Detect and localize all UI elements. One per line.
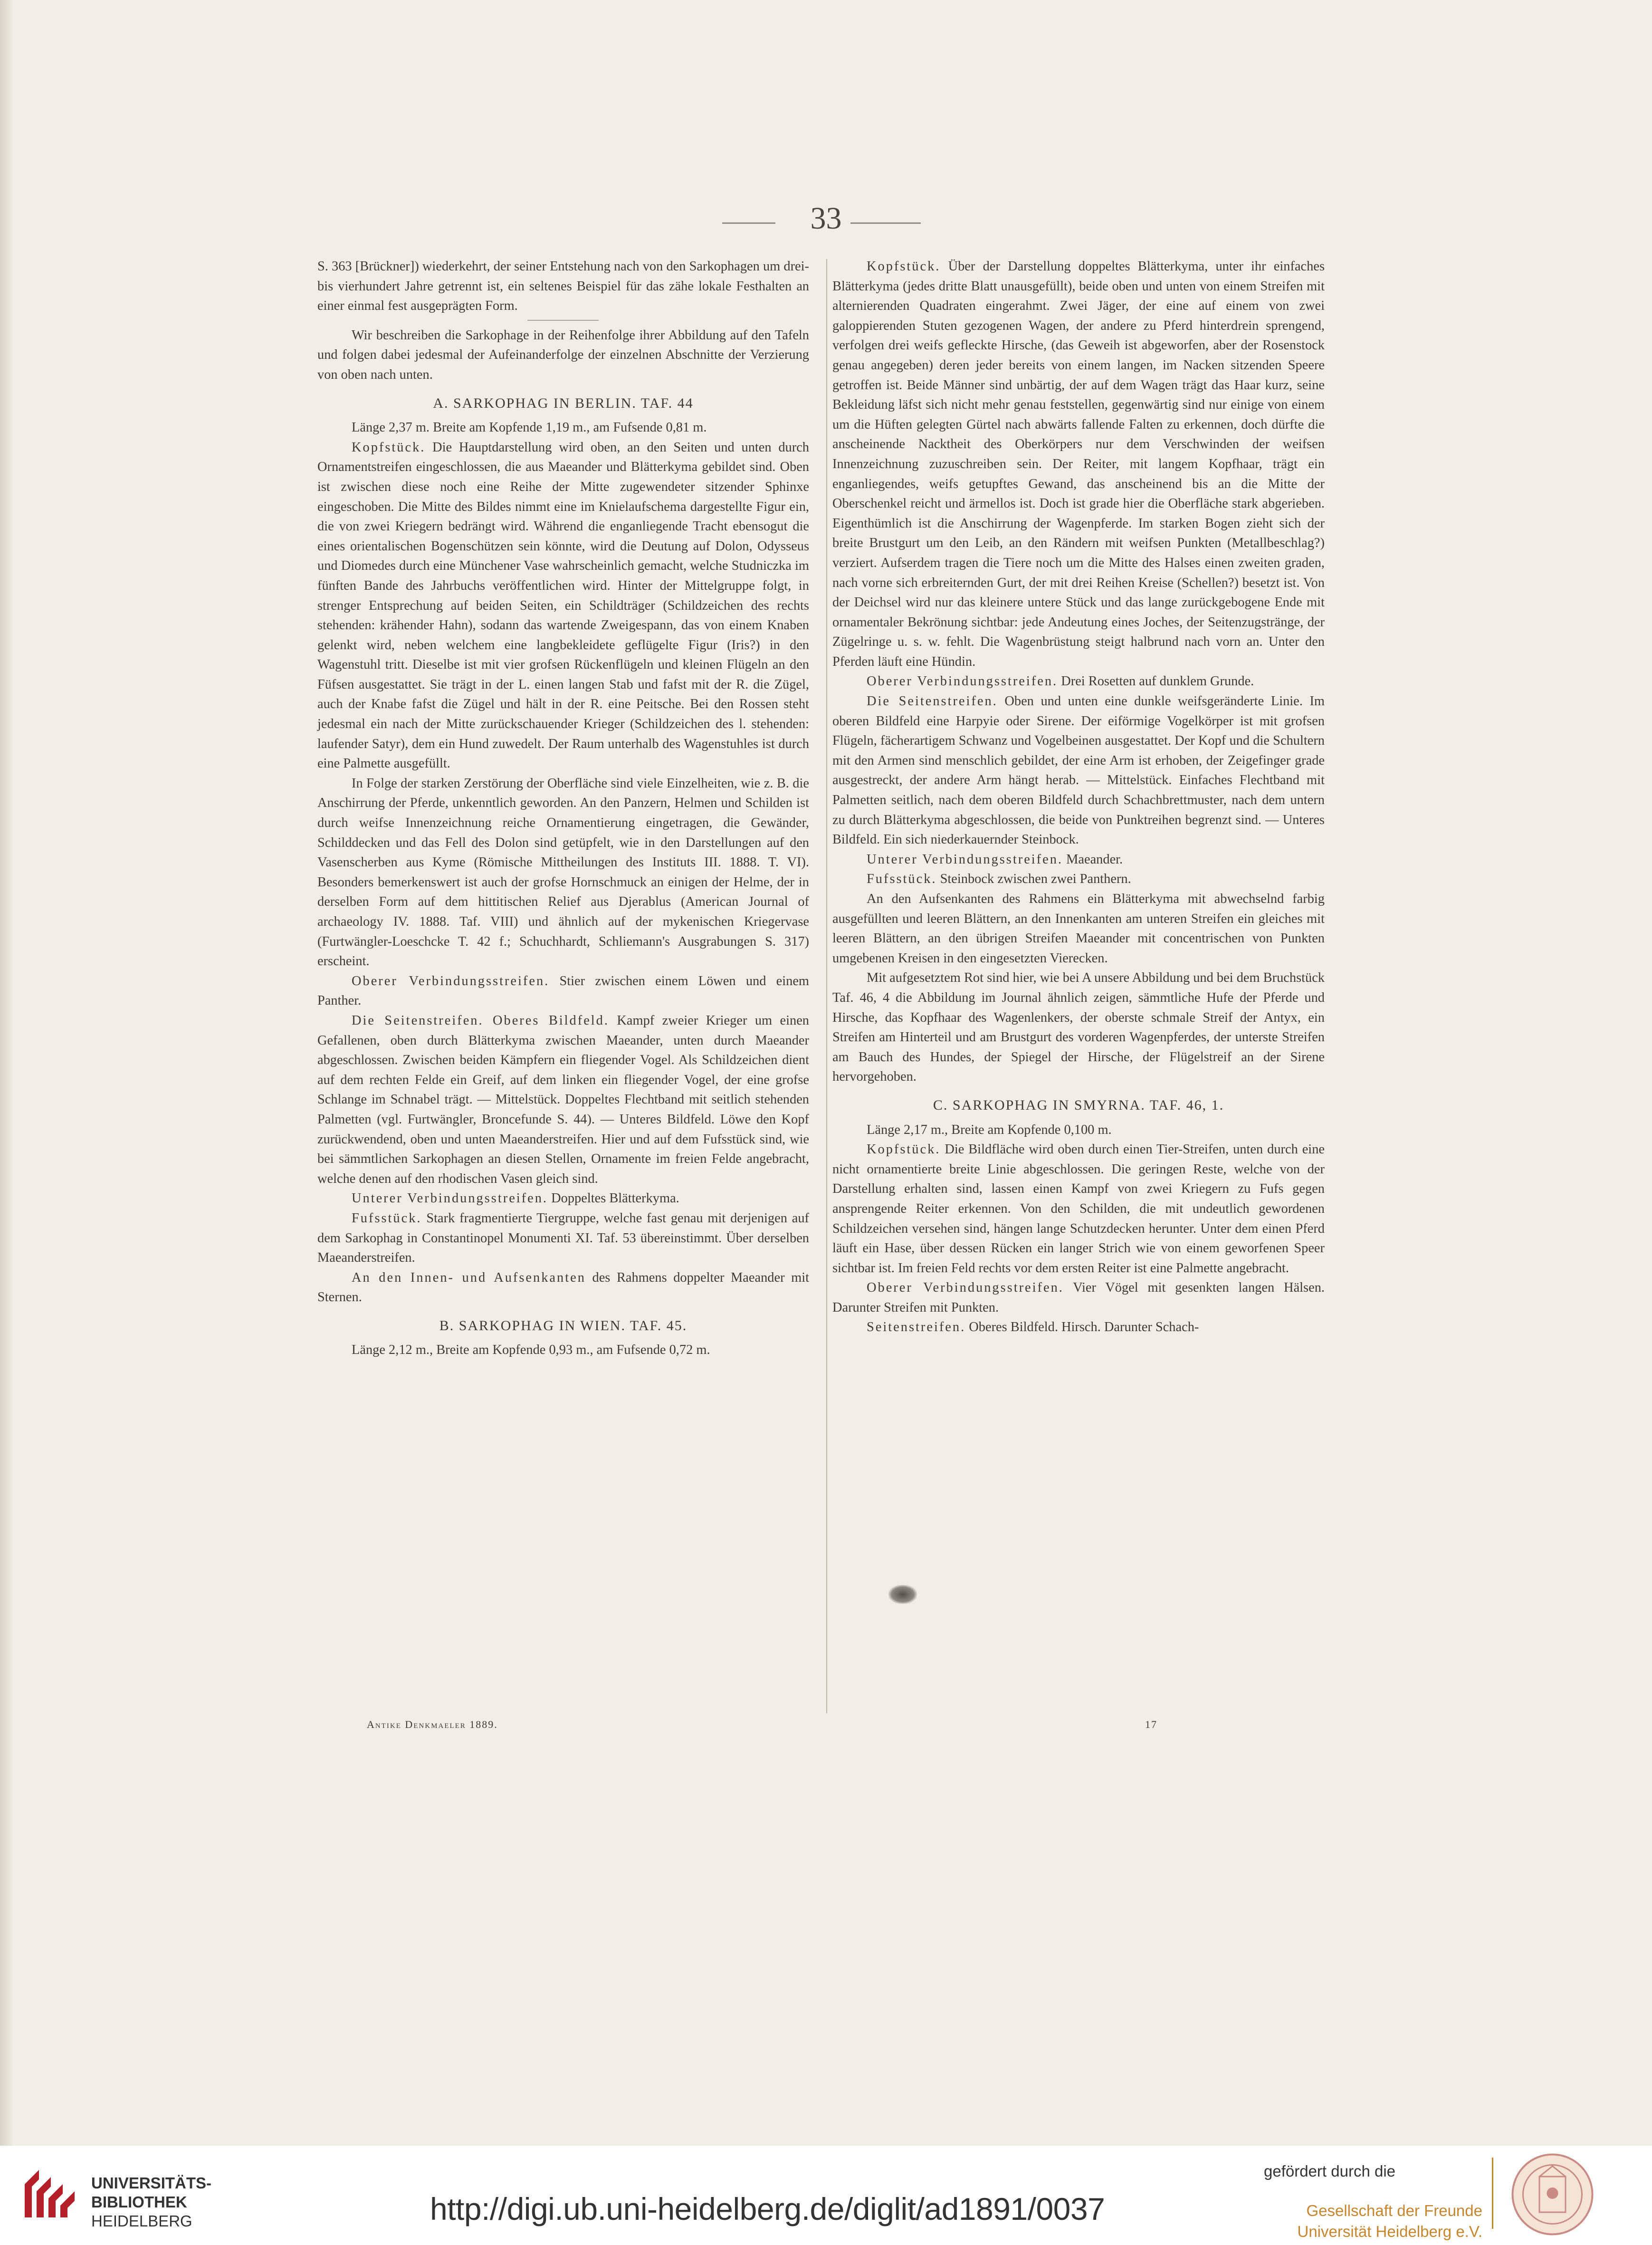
section-heading: A. SARKOPHAG IN BERLIN. TAF. 44	[433, 395, 694, 411]
sponsor-name-line2: Universität Heidelberg e.V.	[1297, 2223, 1482, 2240]
paragraph: Mit aufgesetztem Rot sind hier, wie bei A unsere Abbildung und bei dem Bruchstück Taf. 46, 4 die Abbildung im Journal ähnlich zeigen, sämmtliche Hufe der Pferde und Hirsche, das Kopfhaar des Wagenlenkers, der oberste schmale Streif der Antyx, ein Streifen am Hinterteil und am Brustgurt des vorderen Wagenpferdes, der unterste Streifen am Bauch des Hundes, der Spiegel der Hirsche, der Flügelstreif an der Sirene hervorgehoben.	[832, 970, 1325, 1084]
paragraph-lead: Seitenstreifen.	[867, 1320, 966, 1335]
footer-publication: Antike Denkmaeler 1889.	[367, 1718, 498, 1730]
page-number: 33	[810, 201, 842, 236]
left-column	[317, 257, 809, 1360]
paragraph-text: Die Hauptdarstellung wird oben, an den Seiten und unten durch Ornamentstreifen eingeschlossen, die aus Maeander und Blätterkyma gebildet sind. Oben ist zwischen diese noch eine Reihe der Mitte zugewendeter sitzender Sphinxe eingeschoben. Die Mitte des Bildes nimmt eine im Knielaufschema dargestellte Figur ein, die von zwei Kriegern bedrängt wird. Während die enganliegende Tracht ebensogut die eines orientalischen Bogenschützen sein könnte, wird die Deutung auf Dolon, Odysseus und Diomedes durch eine Münchener Vase wahrscheinlich gemacht, welche Studniczka im fünften Bande des Jahrbuchs veröffentlichen wird. Hinter der Mittelgruppe folgt, in strenger Entsprechung auf beiden Seiten, ein Schildträger (Schildzeichen des rechts stehenden: krähender Hahn), sodann das wartende Zweigespann, das von einem Knaben gelenkt wird, neben welchem eine langbekleidete geflügelte Figur (Iris?) in den Wagenstuhl tritt. Dieselbe ist mit vier grofsen Rückenflügeln und kleinen Flügeln an den Füfsen ausgestattet. Sie trägt in der L. einen langen Stab und fafst mit der R. die Zügel, auch der Knabe fafst die Zügel und hält in der R. eine Peitsche. Bei den Rossen steht jedesmal ein nach der Mitte zurückschauender Krieger (Schildzeichen des l. stehenden: laufender Satyr), dem ein Hund zuwedelt. Der Raum unterhalb des Wagenstuhles ist durch eine Palmette ausgefüllt.	[317, 440, 809, 771]
university-library-logo-icon[interactable]	[20, 2165, 82, 2222]
paragraph	[832, 691, 1325, 850]
paragraph-text: Stark fragmentierte Tiergruppe, welche fast genau mit derjenigen auf dem Sarkophag in Constantinopel Monumenti XI. Taf. 53 übereinstimmt. Über derselben Maeanderstreifen.	[317, 1210, 809, 1266]
paragraph: Länge 2,17 m., Breite am Kopfende 0,100 m.	[867, 1122, 1112, 1137]
paragraph: Länge 2,12 m., Breite am Kopfende 0,93 m., am Fufsende 0,72 m.	[352, 1343, 710, 1358]
paragraph	[832, 672, 1325, 691]
column-divider	[826, 259, 827, 1713]
paragraph-text: Steinbock zwischen zwei Panthern.	[936, 872, 1131, 887]
university-seal-icon[interactable]	[1511, 2153, 1594, 2236]
paragraph-text: Stier zwischen einem Löwen und einem Panther.	[317, 973, 810, 1008]
paragraph	[832, 850, 1325, 870]
header-rule-right	[850, 222, 921, 224]
paragraph	[317, 438, 809, 774]
library-name-line3: HEIDELBERG	[91, 2212, 192, 2230]
sponsor-divider	[1492, 2158, 1493, 2229]
paragraph	[832, 257, 1325, 672]
paragraph-text: Maeander.	[1063, 852, 1123, 867]
paragraph-lead: Unterer Verbindungsstreifen.	[867, 852, 1063, 867]
paragraph-lead: Fufsstück.	[352, 1210, 422, 1226]
section-separator	[317, 316, 809, 326]
section-heading: C. SARKOPHAG IN SMYRNA. TAF. 46, 1.	[933, 1097, 1224, 1113]
paragraph-lead: Kopfstück.	[867, 259, 941, 274]
footer-signature: 17	[1145, 1718, 1157, 1730]
paragraph	[317, 1189, 809, 1209]
paragraph	[832, 1140, 1325, 1278]
paragraph	[317, 1268, 809, 1307]
paragraph-lead: Fufsstück.	[867, 872, 937, 887]
paragraph-text: Vier Vögel mit gesenkten langen Hälsen. Darunter Streifen mit Punkten.	[832, 1280, 1325, 1315]
paragraph: Länge 2,37 m. Breite am Kopfende 1,19 m., am Fufsende 0,81 m.	[352, 420, 707, 435]
right-column	[832, 257, 1325, 1337]
paragraph: An den Aufsenkanten des Rahmens ein Blätterkyma mit abwechselnd farbig ausgefüllten und leeren Blättern, an den Innenkanten am unteren Streifen ein gleiches mit leeren Blättern, an den übrigen Streifen Maeander mit concentrischen von Punkten umgebenen Kreisen in den eingesetzten Vierecken.	[832, 892, 1325, 966]
library-name[interactable]	[91, 2174, 211, 2231]
paragraph-text: Drei Rosetten auf dunklem Grunde.	[1058, 674, 1254, 689]
sponsor-name-line1: Gesellschaft der Freunde	[1306, 2202, 1482, 2219]
paragraph-text: des Rahmens doppelter Maeander mit Sternen.	[317, 1270, 810, 1305]
paragraph-text: Über der Darstellung doppeltes Blätterkyma, unter ihr einfaches Blätterkyma (jedes dritte Blatt unausgefüllt), beide oben und unten von einem Streifen mit alternierenden Quadraten eingerahmt. Zwei Jäger, der eine auf einem von zwei galoppierenden Stuten gezogenen Wagen, der andere zu Pferd hinterdrein sprengend, verfolgen drei weifs gefleckte Hirsche, (das Geweih ist abgeworfen, aber der Rosenstock genau angegeben) deren jeder bereits von einem langen, im Nacken sitzenden Speere getroffen ist. Beide Männer sind unbärtig, der auf dem Wagen trägt das Haar kurz, seine Bekleidung läfst sich nicht mehr genau feststellen, gegenwärtig sind nur einige von einem um die Hüften gelegten Gürtel nach abwärts fallende Falten zu erkennen, doch dürfte die anscheinende Nacktheit des Oberkörpers nur dem Verschwinden der weifsen Innenzeichnung zuzuschreiben sein. Der Reiter, mit langem Kopfhaar, trägt ein enganliegendes, weifs getupftes Gewand, das anscheinend bis an die Mitte der Oberschenkel reicht und ärmellos ist. Doch ist grade hier die Oberfläche stark abgerieben. Eigenthümlich ist die Anschirrung der Wagenpferde. Im starken Bogen zieht sich der breite Brustgurt um den Leib, an den Rändern mit weifsen Punkten (Metallbeschlag?) verziert. Aufserdem tragen die Tiere noch um die Mitte des Halses einen zweiten graden, nach vorne sich erbreiternden Gurt, der mit drei Reihen Kreise (Schellen?) besetzt ist. Von der Deichsel wird nur das kleinere untere Stück und das lange zurückgebogene Ende mit ornamentaler Bekrönung sichtbar: jede Andeutung eines Joches, der Seitenzugstränge, der Zügelringe u. s. w. fehlt. Die Wagenbrüstung steigt halbrund nach vorn an. Unter den Pferden läuft eine Hündin.	[832, 259, 1325, 669]
library-name-line1: UNIVERSITÄTS-	[91, 2174, 212, 2192]
page-edge	[0, 0, 13, 2146]
paragraph-text: Doppeltes Blätterkyma.	[548, 1191, 679, 1206]
paragraph	[317, 1209, 809, 1268]
paragraph-lead: Die Seitenstreifen.	[867, 694, 998, 709]
ink-smudge	[888, 1585, 917, 1604]
paragraph-lead: Oberer Verbindungsstreifen.	[867, 1280, 1064, 1295]
paragraph-lead: Kopfstück.	[867, 1142, 941, 1157]
paragraph-lead: Die Seitenstreifen. Oberes Bildfeld.	[352, 1013, 609, 1028]
paragraph	[317, 1011, 809, 1189]
paragraph-lead: Oberer Verbindungsstreifen.	[352, 973, 550, 988]
paragraph	[317, 971, 809, 1011]
paragraph-text: Kampf zweier Krieger um einen Gefallenen, oben durch Blätterkyma zwischen Maeander, unten durch Maeander abgeschlossen. Zwischen beiden Kämpfern ein fliegender Vogel. Als Schildzeichen dient auf dem rechten Felde ein Greif, auf dem linken ein fliegender Vogel, der eine grofse Schlange im Schnabel trägt. — Mittelstück. Doppeltes Flechtband mit seitlich stehenden Palmetten (vgl. Furtwängler, Broncefunde S. 44). — Unteres Bildfeld. Löwe den Kopf zurückwendend, oben und unten Maeanderstreifen. Hier und auf dem Fufsstück sind, wie bei sämmtlichen Sarkophagen an diesen Stellen, Ornamente im freien Felde angebracht, welche denen auf den rhodischen Vasen gleich sind.	[317, 1013, 809, 1186]
paragraph-text: Oben und unten eine dunkle weifsgeränderte Linie. Im oberen Bildfeld eine Harpyie oder Sirene. Der eiförmige Vogelkörper ist mit grofsen Flügeln, fächerartigem Schwanz und Vogelbeinen ausgestattet. Der Kopf und die Schultern mit den Armen sind menschlich gebildet, der eine Arm ist erhoben, der Zeigefinger grade ausgestreckt, der andere Arm hängt herab. — Mittelstück. Einfaches Flechtband mit Palmetten seitlich, nach dem oberen Bildfeld durch Schachbrettmuster, nach dem untern zu durch Blätterkyma abgeschlossen, die beide von Punktreihen begrenzt sind. — Unteres Bildfeld. Ein sich niederkauernder Steinbock.	[832, 694, 1325, 847]
paragraph: Wir beschreiben die Sarkophage in der Reihenfolge ihrer Abbildung auf den Tafeln und folgen dabei jedesmal der Aufeinanderfolge der einzelnen Abschnitte der Verzierung von oben nach unten.	[317, 327, 809, 382]
paragraph	[832, 1317, 1325, 1337]
paragraph-text: Die Bildfläche wird oben durch einen Tier-Streifen, unten durch eine nicht ornamentierte breite Linie abgeschlossen. Die geringen Reste, welche von der Darstellung erhalten sind, lassen einen Kampf von zwei Kriegern zu Fufs gegen ansprengende Reiter erkennen. Von den Schilden, die mit undeutlich gewordenen Schildzeichen versehen sind, hängen lange Schutzdecken herunter. Unter dem einen Pferd läuft ein Hase, über dessen Rücken ein langer Strich wie von einem geworfenen Speer sichtbar ist. Im freien Feld rechts vor dem ersten Reiter ist eine Palmette angebracht.	[832, 1142, 1325, 1276]
paragraph: S. 363 [Brückner]) wiederkehrt, der seiner Entstehung nach von den Sarkophagen um drei- bis vierhundert Jahre getrennt ist, ein seltenes Beispiel für das zähe lokale Festhalten an einer einmal fest ausgeprägten Form.	[317, 259, 809, 314]
section-heading: B. SARKOPHAG IN WIEN. TAF. 45.	[439, 1317, 688, 1334]
paragraph	[832, 869, 1325, 889]
paragraph-lead: An den Innen- und Aufsenkanten	[352, 1270, 586, 1285]
sponsor-label: gefördert durch die	[1264, 2162, 1396, 2180]
library-name-line2: BIBLIOTHEK	[91, 2193, 187, 2211]
paragraph-lead: Kopfstück.	[352, 440, 426, 455]
paragraph-text: Oberes Bildfeld. Hirsch. Darunter Schach-	[965, 1320, 1199, 1335]
paragraph: In Folge der starken Zerstörung der Oberfläche sind viele Einzelheiten, wie z. B. die Anschirrung der Pferde, unkenntlich geworden. An den Panzern, Helmen und Schilden ist durch weifse Innenzeichnung reiche Ornamentierung eingetragen, die Gewänder, Schilddecken und das Fell des Dolon sind getüpfelt, wie in den Darstellungen auf den Vasenscherben aus Kyme (Römische Mittheilungen des Instituts III. 1888. T. VI). Besonders bemerkenswert ist auch der grofse Hornschmuck an einigen der Helme, der in derselben Form auf dem hittitischen Relief aus Djerablus (American Journal of archaeology IV. 1888. Taf. VIII) und ähnlich auf der mykenischen Kriegervase (Furtwängler-Loeschcke T. 42 f.; Schuchhardt, Schliemann's Ausgrabungen S. 317) erscheint.	[317, 776, 809, 969]
paragraph	[832, 1278, 1325, 1317]
permalink-url[interactable]: http://digi.ub.uni-heidelberg.de/diglit/ad1891/0037	[430, 2191, 1105, 2226]
paragraph-lead: Oberer Verbindungsstreifen.	[867, 674, 1058, 689]
paragraph-lead: Unterer Verbindungsstreifen.	[352, 1191, 548, 1206]
sponsor-name[interactable]	[1283, 2200, 1482, 2242]
